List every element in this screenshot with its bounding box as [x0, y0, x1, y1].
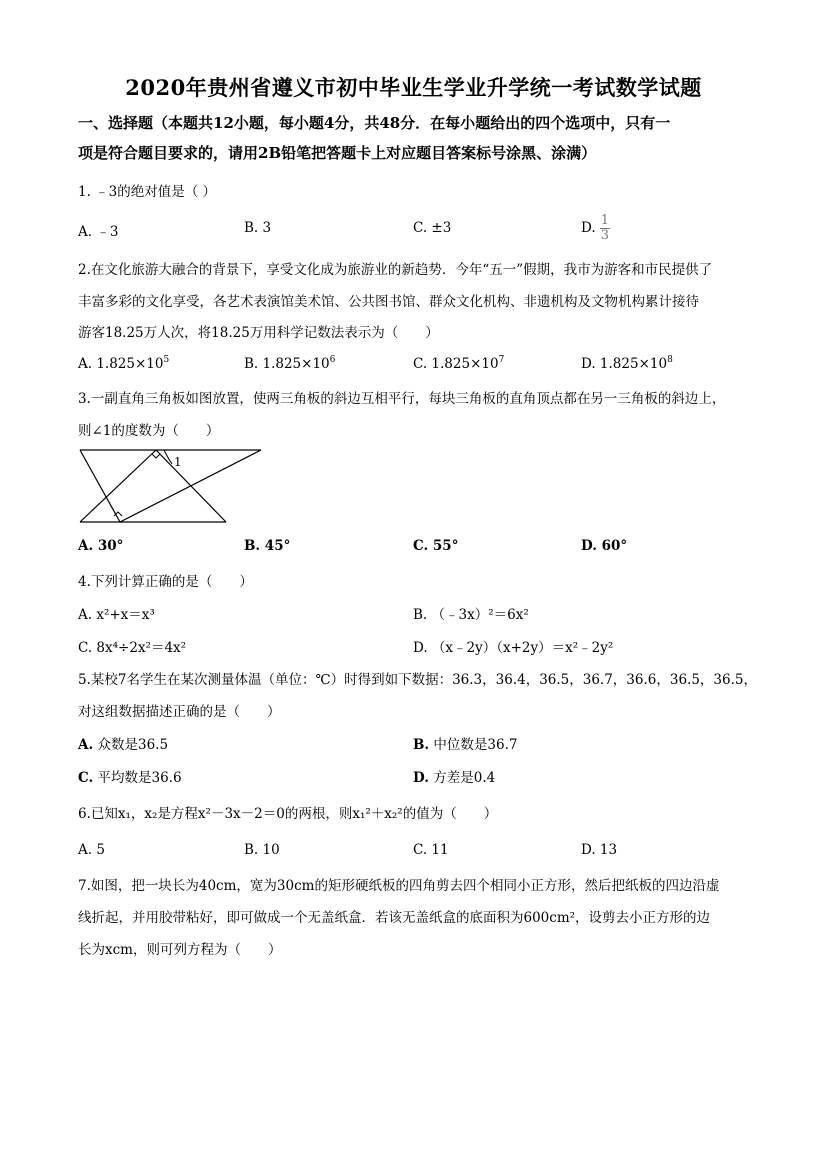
question-2-line-1: 2.在文化旅游大融合的背景下，享受文化成为旅游业的新趋势．今年“五一”假期，我市为游客和市民提供了	[78, 262, 713, 278]
q1-option-d-label: D.	[581, 220, 596, 236]
q3-option-d: D. 60°	[581, 538, 628, 554]
question-7-line-2: 线折起，并用胶带粘好，即可做成一个无盖纸盒．若该无盖纸盒的底面积为600cm²，设剪去小正方形的边	[78, 910, 711, 926]
q4-option-c: C. 8x⁴÷2x²＝4x²	[78, 640, 187, 656]
question-5-line-1: 5.某校7名学生在某次测量体温（单位：℃）时得到如下数据：36.3，36.4，36.5，36.7，36.6，36.5，36.5，	[78, 672, 757, 688]
q3-option-c: C. 55°	[413, 538, 459, 554]
question-2-line-2: 丰富多彩的文化享受，各艺术表演馆美术馆、公共图书馆、群众文化机构、非遗机构及文物机构累计接待	[78, 294, 699, 310]
q1-option-a: A. ﹣3	[78, 224, 119, 240]
question-6-stem: 6.已知x₁，x₂是方程x²－3x－2＝0的两根，则x₁²＋x₂²的值为（ ）	[78, 806, 498, 822]
q4-option-d: D. （x﹣2y）（x+2y）＝x²﹣2y²	[413, 640, 614, 656]
q5-option-d: D. 方差是0.4	[413, 770, 496, 786]
angle-1-label: 1	[174, 455, 182, 469]
triangle-figure	[76, 446, 266, 526]
q1-option-d	[581, 214, 610, 243]
question-2-line-3: 游客18.25万人次，将18.25万用科学记数法表示为（ ）	[78, 325, 439, 341]
q5-option-c: C. 平均数是36.6	[78, 770, 182, 786]
q6-option-c: C. 11	[413, 842, 449, 858]
q4-option-a: A. x²+x＝x³	[78, 607, 155, 623]
q2-option-d: D. $1.825\times 10^8$	[581, 355, 673, 372]
q6-option-b: B. 10	[244, 842, 280, 858]
q2-option-a: A. $1.825\times 10^5$	[78, 355, 170, 372]
fraction-one-third	[600, 214, 610, 243]
question-1-stem: 1. ﹣3的绝对值是（ ）	[78, 184, 217, 200]
q3-option-b: B. 45°	[244, 538, 291, 554]
q1-option-b: B. 3	[244, 220, 272, 236]
page-title: 2020年贵州省遵义市初中毕业生学业升学统一考试数学试题	[125, 75, 702, 100]
question-4-stem: 4.下列计算正确的是（ ）	[78, 574, 253, 590]
q2-option-c: C. $1.825\times 10^7$	[413, 355, 505, 372]
q1-option-c: C. ±3	[413, 220, 452, 236]
section-heading-line-2: 项是符合题目要求的，请用2B铅笔把答题卡上对应题目答案标号涂黑、涂满）	[78, 144, 597, 162]
q5-option-b: B. 中位数是36.7	[413, 737, 518, 753]
q6-option-a: A. 5	[78, 842, 105, 858]
question-7-line-1: 7.如图，把一块长为40cm，宽为30cm的矩形硬纸板的四角剪去四个相同小正方形，然后把纸板的四边沿虚	[78, 878, 720, 894]
fraction-denominator: 3	[600, 228, 610, 243]
q2-option-b: B. $1.825\times 10^6$	[244, 355, 336, 372]
q6-option-d: D. 13	[581, 842, 618, 858]
question-3-line-2: 则∠1的度数为（ ）	[78, 423, 220, 439]
fraction-numerator: 1	[600, 213, 610, 228]
question-3-line-1: 3.一副直角三角板如图放置，使两三角板的斜边互相平行，每块三角板的直角顶点都在另一三角板的斜边上，	[78, 391, 726, 407]
question-5-line-2: 对这组数据描述正确的是（ ）	[78, 704, 281, 720]
q5-option-a: A. 众数是36.5	[78, 737, 169, 753]
section-heading	[78, 108, 758, 168]
question-7-line-3: 长为xcm，则可列方程为（ ）	[78, 942, 282, 958]
q3-option-a: A. 30°	[78, 538, 124, 554]
section-heading-line-1: 一、选择题（本题共12小题，每小题4分，共48分．在每小题给出的四个选项中，只有一	[78, 114, 671, 132]
q4-option-b: B. （﹣3x）²＝6x²	[413, 607, 529, 623]
